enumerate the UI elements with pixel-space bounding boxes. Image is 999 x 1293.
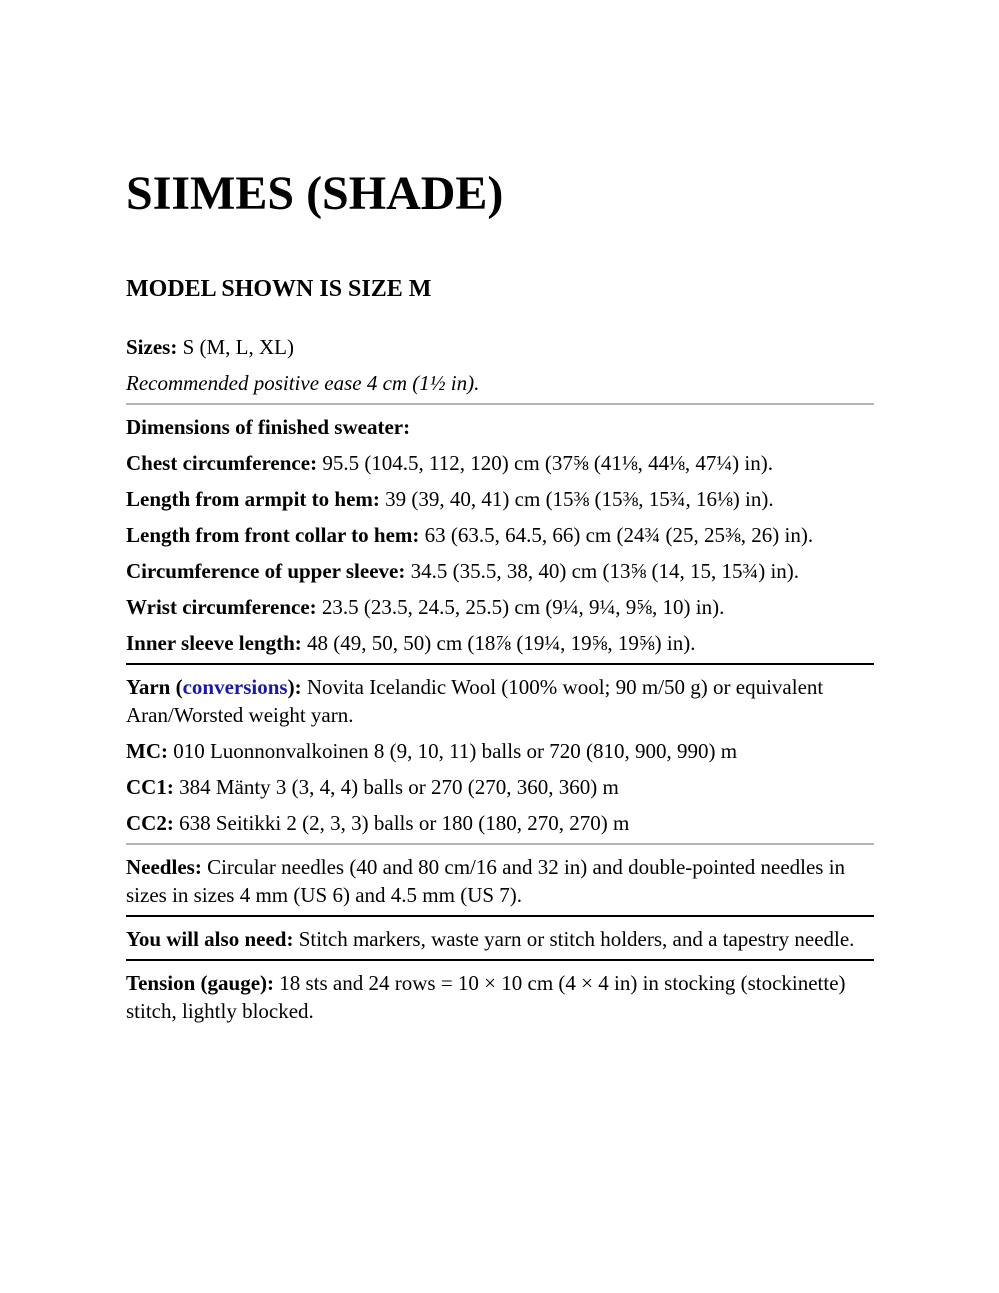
chest-label: Chest circumference:: [126, 451, 318, 475]
armpit-value: 39 (39, 40, 41) cm (15⅜ (15⅜, 15¾, 16⅛) in).: [379, 487, 774, 511]
inner-sleeve-label: Inner sleeve length:: [126, 631, 302, 655]
yarn-line: [126, 673, 874, 729]
also-need-label: You will also need:: [126, 927, 294, 951]
wrist-circumference: [126, 593, 874, 621]
ease-note: Recommended positive ease 4 cm (1½ in).: [126, 371, 480, 395]
divider: [126, 843, 874, 845]
cc2-label: CC2:: [126, 811, 174, 835]
divider: [126, 403, 874, 405]
yarn-mc: [126, 737, 874, 765]
tension-label: Tension (gauge):: [126, 971, 274, 995]
divider: [126, 959, 874, 961]
inner-sleeve-value: 48 (49, 50, 50) cm (18⅞ (19¼, 19⅝, 19⅝) in).: [301, 631, 696, 655]
pattern-details: [126, 333, 874, 1025]
yarn-cc2: [126, 809, 874, 837]
wrist-value: 23.5 (23.5, 24.5, 25.5) cm (9¼, 9¼, 9⅝, 10) in).: [316, 595, 725, 619]
yarn-label-end: ):: [287, 675, 302, 699]
divider: [126, 915, 874, 917]
also-need-value: Stitch markers, waste yarn or stitch holders, and a tapestry needle.: [293, 927, 855, 951]
yarn-value: Novita Icelandic Wool (100% wool; 90 m/50 g) or equivalent Aran/Worsted weight yarn.: [126, 675, 824, 727]
chest-value: 95.5 (104.5, 112, 120) cm (37⅝ (41⅛, 44⅛, 47¼) in).: [317, 451, 773, 475]
mc-label: MC:: [126, 739, 168, 763]
divider: [126, 663, 874, 665]
collar-length: [126, 521, 874, 549]
mc-value: 010 Luonnonvalkoinen 8 (9, 10, 11) balls or 720 (810, 900, 990) m: [167, 739, 738, 763]
yarn-label-start: Yarn (: [126, 675, 183, 699]
tension-line: [126, 969, 874, 1025]
sizes-value: S (M, L, XL): [177, 335, 294, 359]
collar-label: Length from front collar to hem:: [126, 523, 420, 547]
cc1-value: 384 Mänty 3 (3, 4, 4) balls or 270 (270, 360, 360) m: [173, 775, 619, 799]
needles-label: Needles:: [126, 855, 202, 879]
chest-circumference: [126, 449, 874, 477]
conversions-link[interactable]: conversions: [182, 675, 288, 699]
pattern-title: SIIMES (SHADE): [126, 167, 504, 220]
cc1-label: CC1:: [126, 775, 174, 799]
needles-value: Circular needles (40 and 80 cm/16 and 32 in) and double-pointed needles in sizes in sizes 4 mm (US 6) and 4.5 mm (US 7).: [126, 855, 846, 907]
inner-sleeve-length: [126, 629, 874, 657]
tension-value: 18 sts and 24 rows = 10 × 10 cm (4 × 4 in) in stocking (stockinette) stitch, lightly blocked.: [126, 971, 846, 1023]
collar-value: 63 (63.5, 64.5, 66) cm (24¾ (25, 25⅜, 26) in).: [419, 523, 814, 547]
armpit-length: [126, 485, 874, 513]
cc2-value: 638 Seitikki 2 (2, 3, 3) balls or 180 (180, 270, 270) m: [173, 811, 630, 835]
yarn-cc1: [126, 773, 874, 801]
upper-sleeve-circumference: [126, 557, 874, 585]
armpit-label: Length from armpit to hem:: [126, 487, 380, 511]
upper-sleeve-label: Circumference of upper sleeve:: [126, 559, 406, 583]
sizes-label: Sizes:: [126, 335, 178, 359]
needles-line: [126, 853, 874, 909]
model-size-subtitle: MODEL SHOWN IS SIZE M: [126, 276, 432, 302]
wrist-label: Wrist circumference:: [126, 595, 317, 619]
dimensions-heading: Dimensions of finished sweater:: [126, 415, 411, 439]
sizes-line: [126, 333, 874, 361]
also-need-line: [126, 925, 874, 953]
upper-sleeve-value: 34.5 (35.5, 38, 40) cm (13⅝ (14, 15, 15¾) in).: [405, 559, 800, 583]
